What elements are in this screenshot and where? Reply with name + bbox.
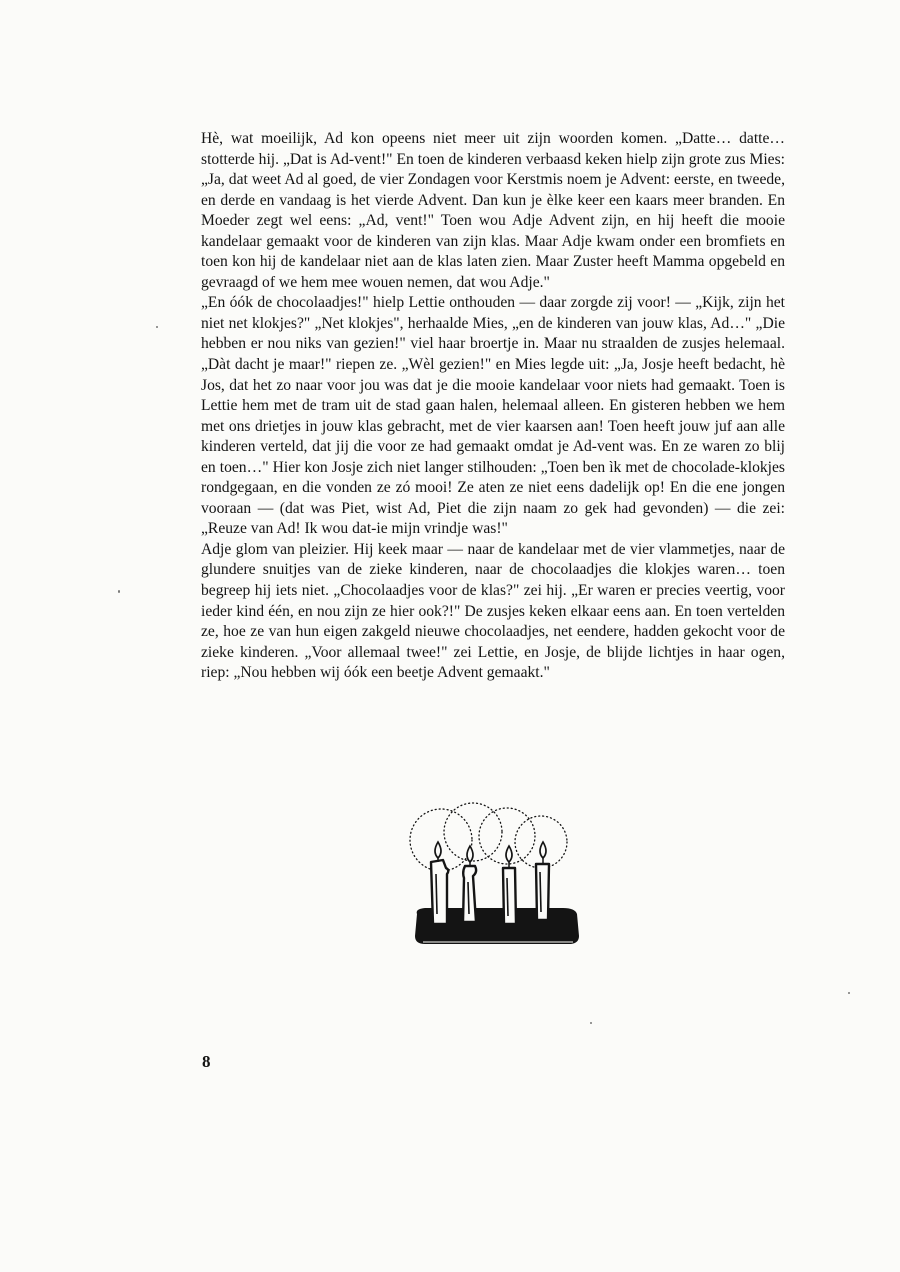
page-number: 8 <box>202 1052 211 1071</box>
paragraph: Hè, wat moeilijk, Ad kon opeens niet meer uit zijn woorden komen. „Datte… datte… stotterde hij. „Dat is Ad-vent!" En toen de kinderen verbaasd keken hielp zijn grote zus Mies: „Ja, dat weet Ad al goed, de vier Zondagen voor Kerstmis noem je Advent: eerste, en tweede, en derde en vandaag is het vierde Advent. Dan kun je èlke keer een kaars meer branden. En Moeder zegt wel eens: „Ad, vent!" Toen wou Adje Advent zijn, en hij heeft die mooie kandelaar gemaakt voor de kinderen van zijn klas. Maar Adje kwam onder een bromfiets en toen kon hij de kandelaar niet aan de klas laten zien. Maar Zuster heeft Mamma opgebeld en gevraagd of we hem mee wouen nemen, dat wou Adje." <box>201 130 785 291</box>
advent-candelabra-icon <box>403 802 583 962</box>
paper-speck <box>156 326 158 328</box>
paper-speck <box>848 992 850 994</box>
story-text <box>201 129 785 684</box>
paragraph: Adje glom van pleizier. Hij keek maar — naar de kandelaar met de vier vlammetjes, naar de glundere snuitjes van de zieke kinderen, naar de chocolaadjes die klokjes waren… toen begreep hij iets niet. „Chocolaadjes voor de klas?" zei hij. „Er waren er precies veertig, voor ieder kind één, en nou zijn ze hier ook?!" De zusjes keken elkaar eens aan. En toen vertelden ze, hoe ze van hun eigen zakgeld nieuwe chocolaadjes, net eendere, hadden gekocht voor de zieke kinderen. „Voor allemaal twee!" zei Lettie, en Josje, de blijde lichtjes in haar ogen, riep: „Nou hebben wij óók een beetje Advent gemaakt." <box>201 540 785 682</box>
paper-speck <box>590 1022 592 1024</box>
paper-speck <box>118 590 120 593</box>
paragraph: „En óók de chocolaadjes!" hielp Lettie onthouden — daar zorgde zij voor! — „Kijk, zijn het niet net klokjes?" „Net klokjes", herhaalde Mies, „en de kinderen van jouw klas, Ad…" „Die hebben er nou niks van gezien!" viel haar broertje in. Maar nu straalden de zusjes helemaal. „Dàt dacht je maar!" riepen ze. „Wèl gezien!" en Mies legde uit: „Ja, Josje heeft bedacht, hè Jos, dat het zo naar voor jou was dat je die mooie kandelaar voor niets had gemaakt. Toen is Lettie hem met de tram uit de stad gaan halen, helemaal alleen. En gisteren hebben we hem met ons drietjes in jouw klas gebracht, met de vier kaarsen aan! Toen heeft jouw juf aan alle kinderen verteld, dat jij die voor ze had gemaakt omdat je Ad-vent was. En ze waren zo blij en toen…" Hier kon Josje zich niet langer stilhouden: „Toen ben ìk met de chocolade-klokjes rondgegaan, en die vonden ze zó mooi! Ze aten ze niet eens dadelijk op! En die ene jongen vooraan — (dat was Piet, wist Ad, Piet die zijn naam zo gek had gevonden) — die zei: „Reuze van Ad! Ik wou dat-ie mijn vrindje was!" <box>201 294 785 538</box>
